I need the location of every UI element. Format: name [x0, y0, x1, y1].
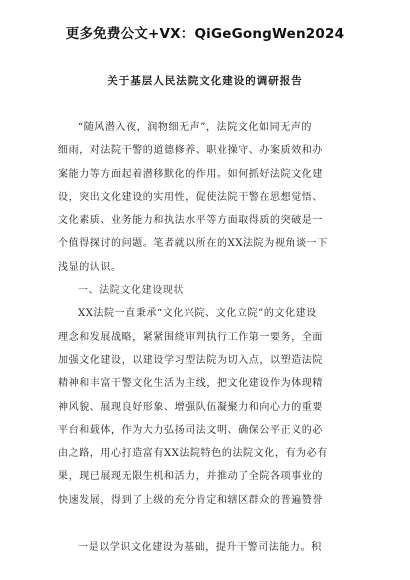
- paragraph-line: 平台和载体，作为大力弘扬司法文明、确保公平正义的必: [58, 424, 323, 436]
- section-heading: 一、法院文化建设现状: [78, 285, 184, 297]
- paragraph-line: 细雨，对法院干警的道德修养、职业操守、办案质效和办: [58, 145, 323, 157]
- document-title: 关于基层人民法院文化建设的调研报告: [107, 75, 303, 87]
- paragraph-line: 神风貌、展现良好形象、增强队伍凝聚力和向心力的重要: [58, 401, 323, 413]
- paragraph-line: 设，突出文化建设的实用性，促使法院干警在思想觉悟、: [58, 191, 323, 203]
- paragraph-2: [58, 302, 354, 512]
- paragraph-line: 加强文化建设，以建设学习型法院为切入点，以塑造法院: [58, 354, 323, 366]
- paragraph-3: [58, 536, 354, 559]
- document-body: [58, 116, 354, 559]
- paragraph-line: 文化素质、业务能力和执法水平等方面取得质的突破是一: [58, 215, 323, 227]
- paragraph-line: 果，现已展现无限生机和活力，并推动了全院各项事业的: [58, 471, 323, 483]
- paragraph-line: 案能力等方面起着潜移默化的作用。如何抓好法院文化建: [58, 168, 323, 180]
- paragraph-line: “随风潜入夜，润物细无声”，法院文化如同无声的: [78, 122, 313, 133]
- paragraph-line: 由之路，用心打造富有XX法院特色的法院文化，有为必有: [58, 448, 328, 460]
- paragraph-line: 个值得探讨的问题。笔者就以所在的XX法院为视角谈一下: [58, 238, 328, 250]
- paragraph-line: 精神和丰富干警文化生活为主线，把文化建设作为体现精: [58, 378, 323, 390]
- paragraph-line: 浅显的认识。: [58, 261, 122, 273]
- watermark-header: 更多免费公文+VX：QiGeGongWen2024: [65, 26, 345, 42]
- paragraph-line: XX法院一直秉承“文化兴院、文化立院”的文化建设: [78, 308, 317, 320]
- paragraph-line: 快速发展，得到了上级的充分肯定和辖区群众的普遍赞誉: [58, 494, 323, 506]
- paragraph-1: [58, 116, 354, 279]
- paragraph-line: 理念和发展战略，紧紧围绕审判执行工作第一要务，全面: [58, 331, 323, 343]
- paragraph-line: 一是以学识文化建设为基础，提升干警司法能力。积: [78, 542, 322, 554]
- paragraph-gap: [58, 512, 354, 536]
